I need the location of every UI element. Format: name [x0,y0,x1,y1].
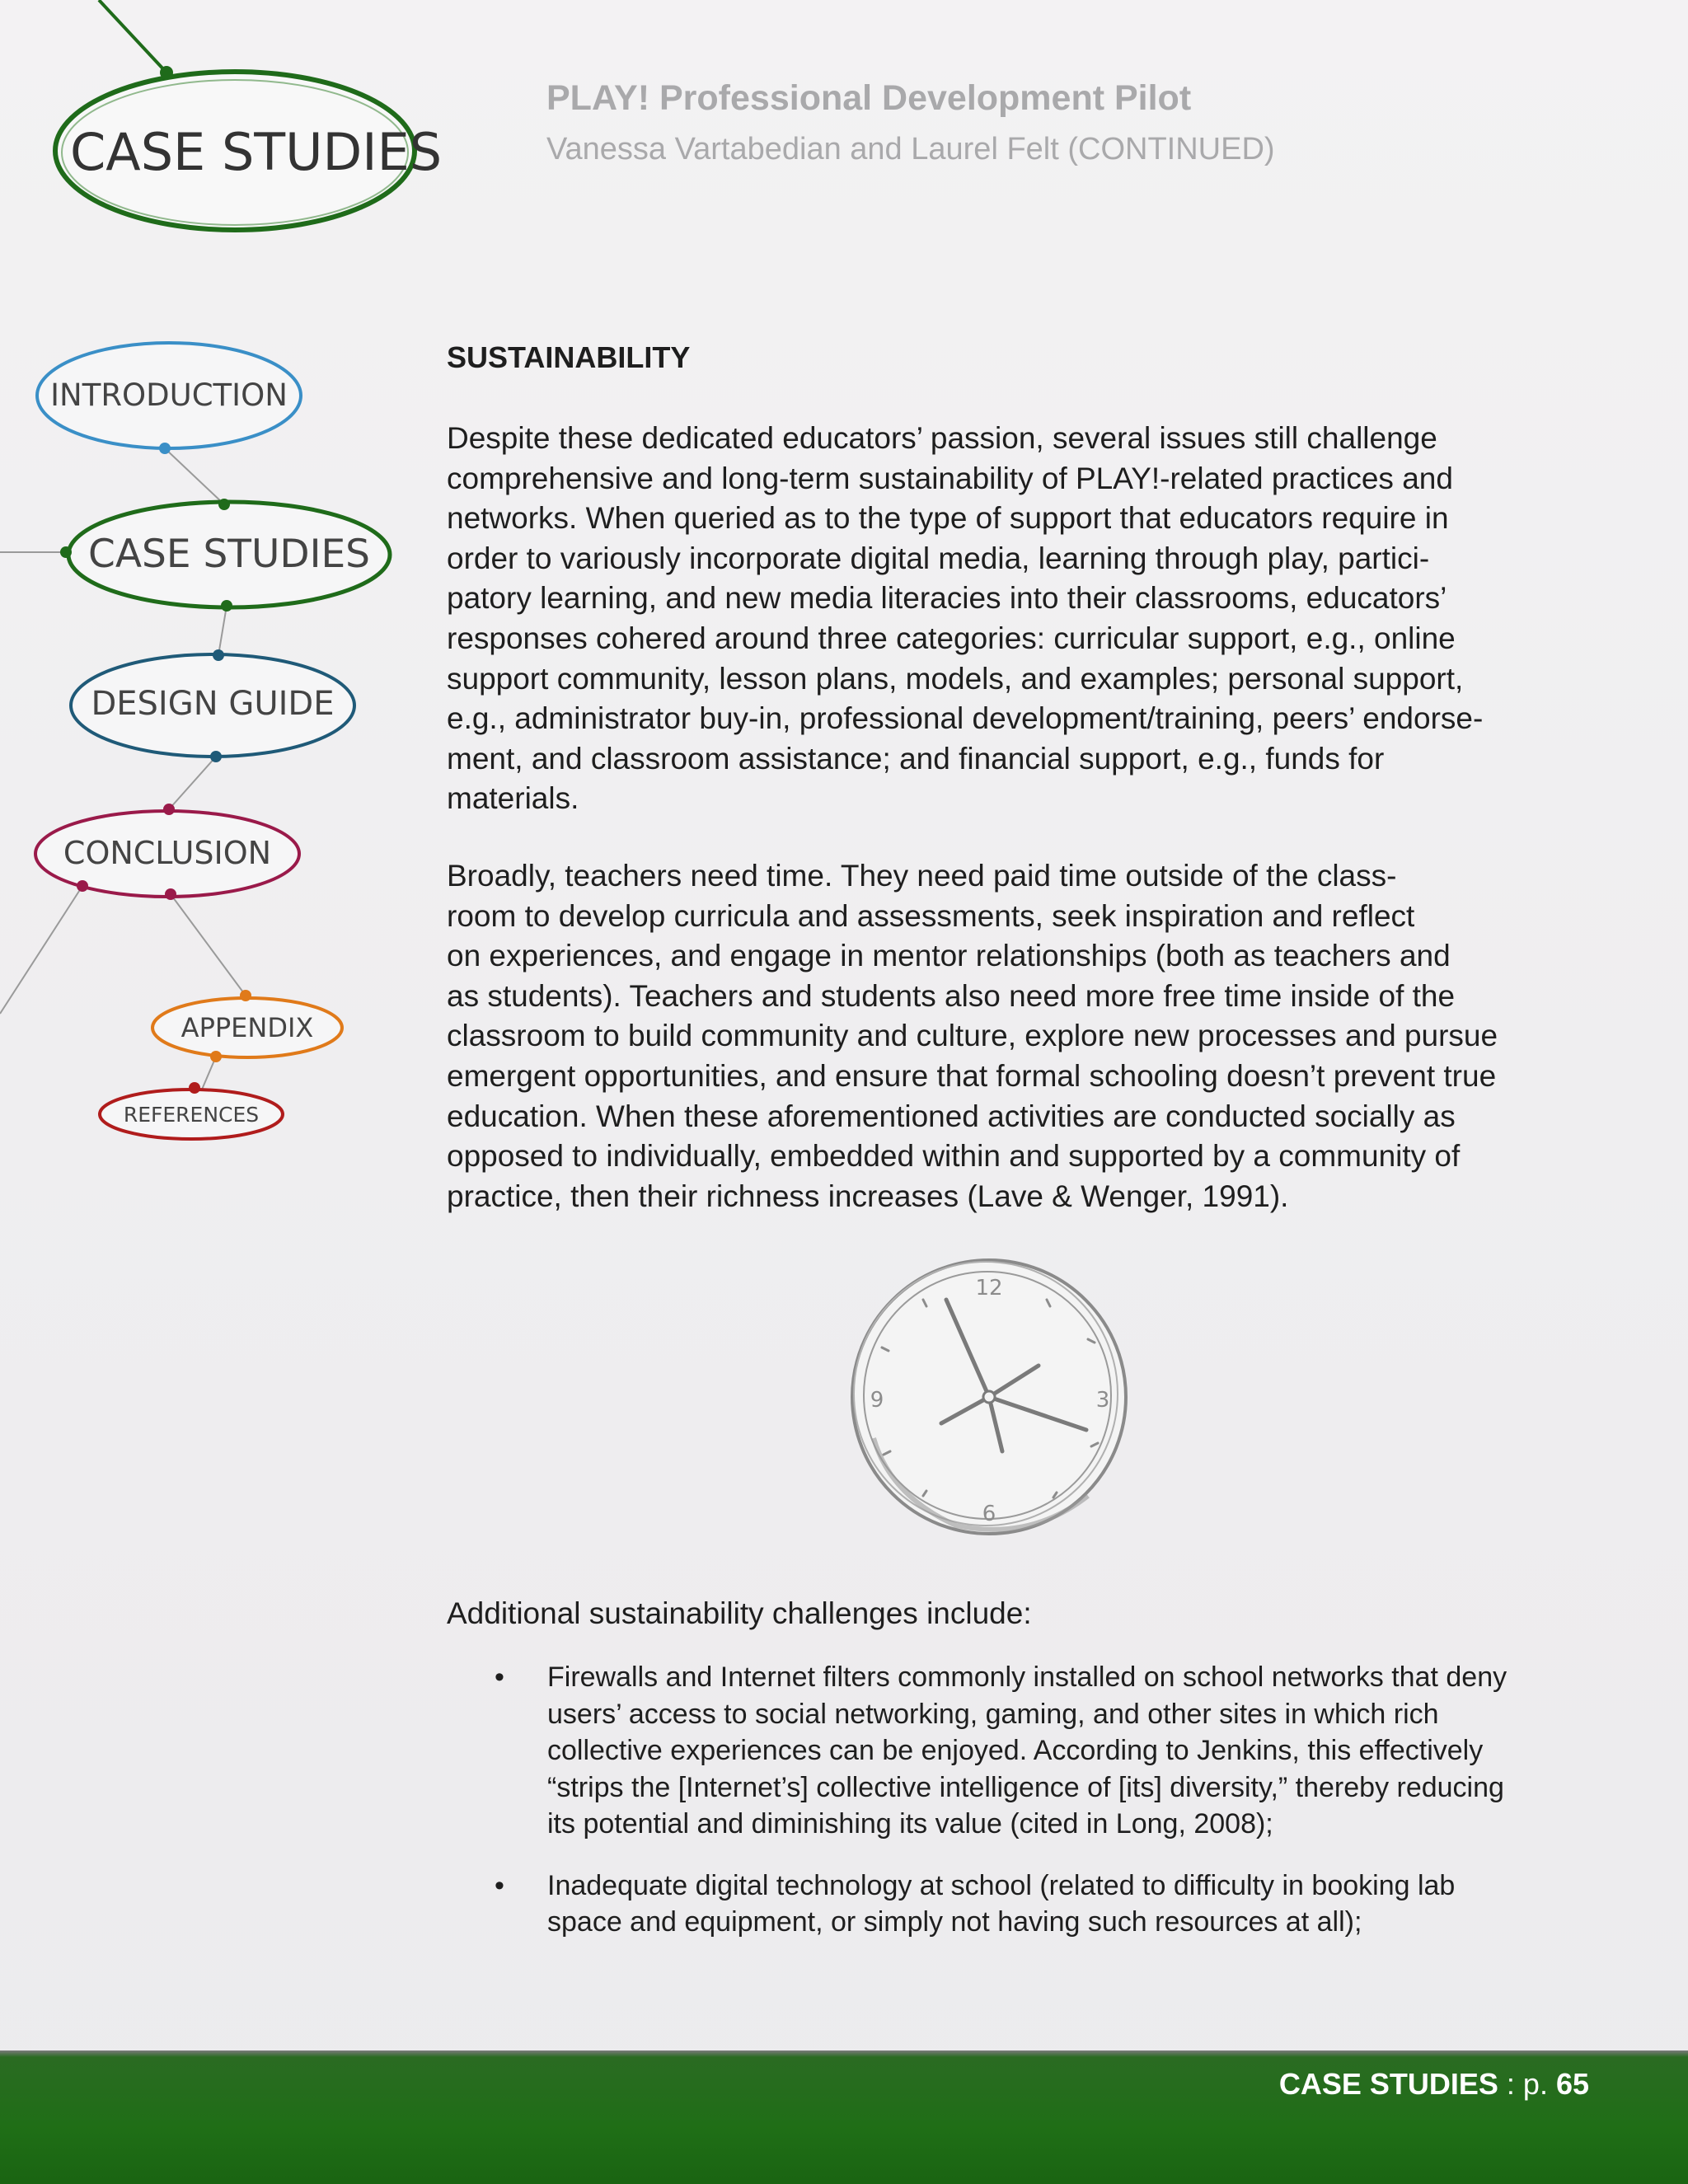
page-number: 65 [1555,2067,1589,2101]
footer-separator: : p. [1498,2067,1556,2101]
paragraph-line: patory learning, and new media literacies into their classrooms, educators’ [447,581,1447,616]
case-studies-badge-label: CASE STUDIES [70,122,443,182]
bullet-icon: • [495,1869,504,1901]
nav-introduction[interactable]: INTRODUCTION [50,377,288,413]
list-item-line: Inadequate digital technology at school (related to difficulty in booking lab [547,1869,1456,1901]
paragraph-line: e.g., administrator buy-in, professional development/training, peers’ endorse- [447,701,1484,736]
page-title: PLAY! Professional Development Pilot [546,78,1192,118]
nav-appendix[interactable]: APPENDIX [181,1012,314,1043]
paragraph-line: order to variously incorporate digital media, learning through play, partici- [447,541,1430,575]
clock-numeral: 3 [1095,1388,1110,1413]
paragraph-line: classroom to build community and culture, explore new processes and pursue [447,1019,1498,1053]
list-item-line: users’ access to social networking, gaming, and other sites in which rich [547,1698,1439,1730]
list-item [447,1868,1507,1941]
paragraph-line: networks. When queried as to the type of support that educators require in [447,501,1449,536]
paragraph-line: opposed to individually, embedded within and supported by a community of [447,1139,1461,1174]
clock-numeral: 9 [870,1388,884,1413]
paragraph-line: as students). Teachers and students also need more free time inside of the [447,978,1456,1013]
paragraph-line: comprehensive and long-term sustainability of PLAY!-related practices and [447,461,1453,495]
clock-numeral: 6 [982,1502,996,1526]
list-item [447,1659,1507,1843]
paragraph-line: materials. [447,781,579,816]
list-item-line: collective experiences can be enjoyed. According to Jenkins, this effectively [547,1735,1484,1766]
clock-illustration [841,1249,1137,1545]
paragraph-line: emergent opportunities, and ensure that formal schooling doesn’t prevent true [447,1058,1497,1093]
nav-case-studies[interactable]: CASE STUDIES [88,532,370,577]
nav-design-guide[interactable]: DESIGN GUIDE [91,685,335,723]
page-subtitle: Vanessa Vartabedian and Laurel Felt (CONTINUED) [546,132,1275,166]
paragraph-2 [447,856,1601,1216]
paragraph-line: responses cohered around three categories: curricular support, e.g., online [447,621,1456,655]
list-item-line: its potential and diminishing its value (cited in Long, 2008); [547,1808,1273,1840]
paragraph-line: education. When these aforementioned activities are conducted socially as [447,1099,1456,1133]
list-intro: Additional sustainability challenges include: [447,1596,1032,1630]
nav-references[interactable]: REFERENCES [123,1103,260,1127]
paragraph-line: Despite these dedicated educators’ passion, several issues still challenge [447,421,1437,455]
list-item-line: “strips the [Internet’s] collective intelligence of [its] diversity,” thereby reducing [547,1771,1504,1803]
list-item-line: Firewalls and Internet filters commonly installed on school networks that deny [547,1661,1507,1693]
paragraph-1 [447,419,1601,819]
nav-conclusion[interactable]: CONCLUSION [63,835,272,871]
paragraph-line: Broadly, teachers need time. They need paid time outside of the class- [447,859,1397,893]
paragraph-line: room to develop curricula and assessments, seek inspiration and reflect [447,898,1415,933]
clock-numeral: 12 [975,1276,1003,1301]
paragraph-line: ment, and classroom assistance; and financial support, e.g., funds for [447,741,1385,776]
paragraph-line: support community, lesson plans, models, and examples; personal support, [447,661,1464,696]
bullet-icon: • [495,1661,504,1693]
footer-section: CASE STUDIES [1278,2067,1498,2101]
challenges-list [447,1659,1507,1966]
footer-page-label [1279,2067,1589,2102]
paragraph-line: practice, then their richness increases (Lave & Wenger, 1991). [447,1179,1289,1213]
list-item-line: space and equipment, or simply not having such resources at all); [547,1906,1362,1938]
header-connector [99,0,166,73]
section-title: SUSTAINABILITY [447,340,691,374]
paragraph-line: on experiences, and engage in mentor relationships (both as teachers and [447,939,1451,973]
